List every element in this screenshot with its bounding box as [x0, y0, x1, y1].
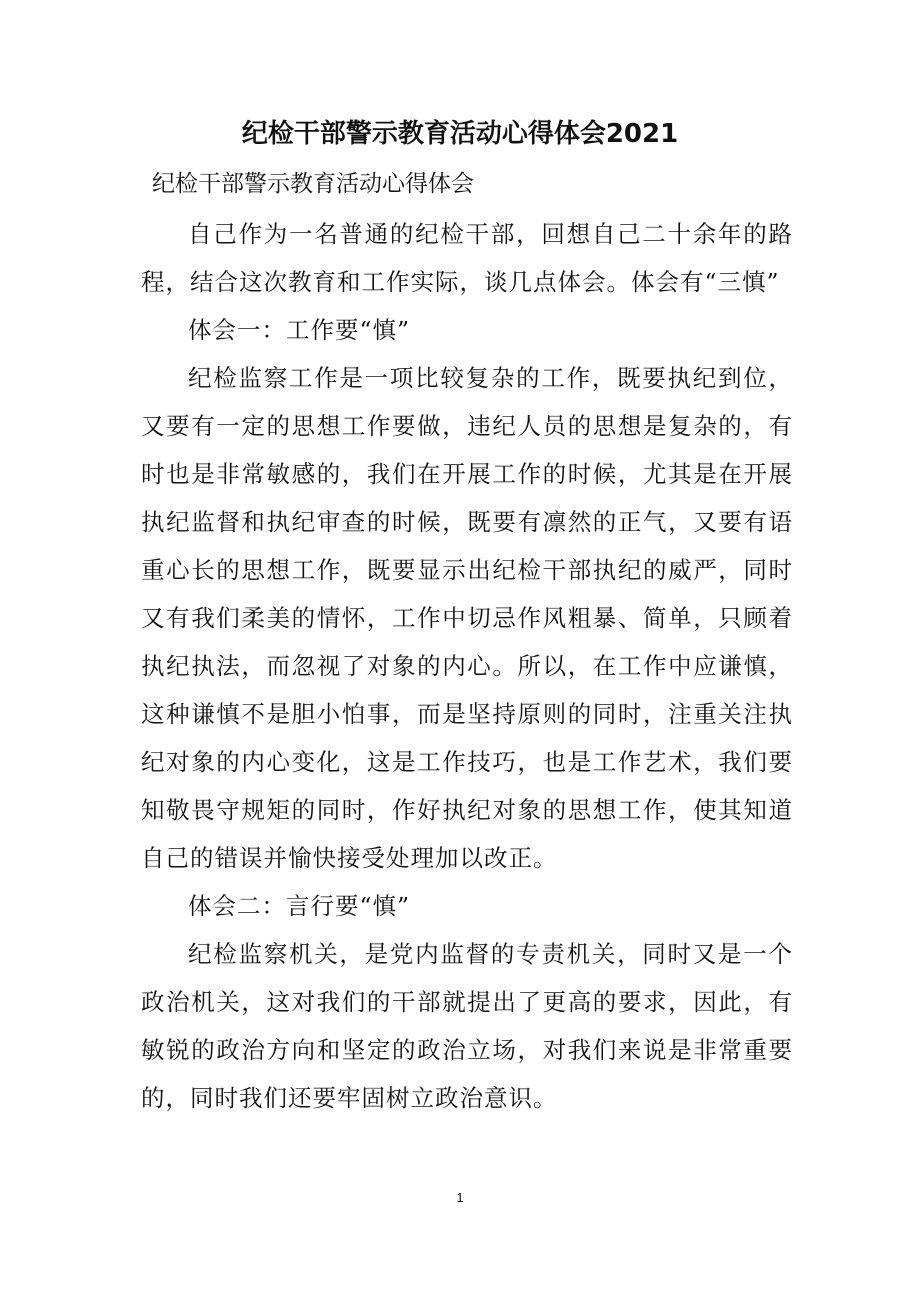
paragraph-section-1: 纪检监察工作是一项比较复杂的工作，既要执纪到位，又要有一定的思想工作要做，违纪人员的思想是复杂的，有时也是非常敏感的，我们在开展工作的时候，尤其是在开展执纪监督和执纪审查的时候，既要有凛然的正气，又要有语重心长的思想工作，既要显示出纪检干部执纪的威严，同时又有我们柔美的情怀，工作中切忌作风粗暴、简单，只顾着执纪执法，而忽视了对象的内心。所以，在工作中应谦慎，这种谦慎不是胆小怕事，而是坚持原则的同时，注重关注执纪对象的内心变化，这是工作技巧，也是工作艺术，我们要知敬畏守规矩的同时，作好执纪对象的思想工作，使其知道自己的错误并愉快接受处理加以改正。 [141, 364, 793, 872]
document-subtitle: 纪检干部警示教育活动心得体会 [152, 171, 474, 197]
document-body [141, 210, 793, 1122]
paragraph-intro: 自己作为一名普通的纪检干部，回想自己二十余年的路程，结合这次教育和工作实际，谈几点体会。体会有“三慎” [141, 220, 793, 296]
page-number: 1 [456, 1190, 464, 1205]
section-heading-2: 体会二：言行要“慎” [188, 892, 411, 920]
section-heading-1: 体会一：工作要“慎” [188, 316, 411, 344]
paragraph-section-2: 纪检监察机关，是党内监督的专责机关，同时又是一个政治机关，这对我们的干部就提出了更高的要求，因此，有敏锐的政治方向和坚定的政治立场，对我们来说是非常重要的，同时我们还要牢固树立政治意识。 [141, 940, 793, 1112]
document-title: 纪检干部警示教育活动心得体会2021 [241, 119, 679, 149]
